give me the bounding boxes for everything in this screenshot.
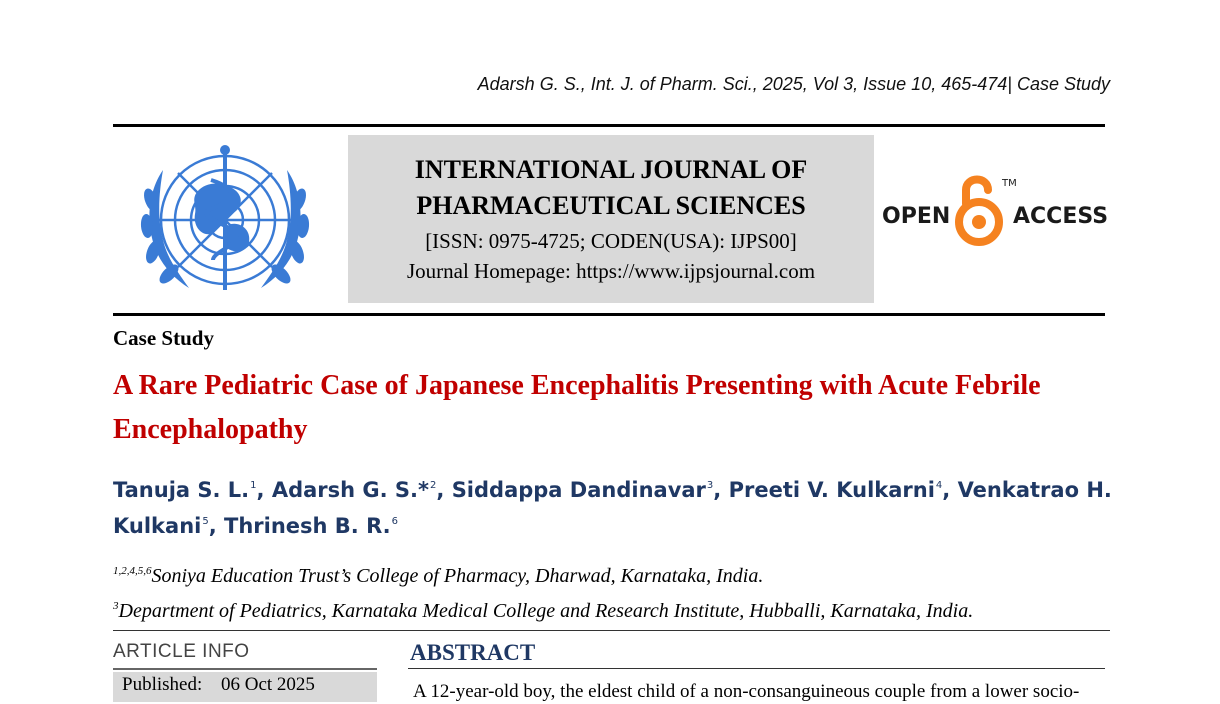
article-type: Case Study [113,326,214,350]
open-access-logo [880,166,1110,252]
author-name: Venkatrao H. Kulkani [113,478,1112,538]
section-divider [113,630,1110,631]
published-row [113,672,377,702]
author-name: Tanuja S. L. [113,478,250,502]
header-bottom-rule [113,313,1105,316]
citation-header: Adarsh G. S., Int. J. of Pharm. Sci., 2025, Vol 3, Issue 10, 465-474| Case Study [477,74,1110,94]
author-name: Thrinesh B. R. [224,514,391,538]
author-name: Preeti V. Kulkarni [728,478,935,502]
author-affiliation-mark: 5 [202,516,209,527]
affiliation-text: Department of Pediatrics, Karnataka Medical College and Research Institute, Hubballi, Karnataka, India. [118,600,974,622]
published-label: Published: [122,674,203,695]
open-access-tm: TM [1002,178,1017,189]
author-affiliation-mark: 4 [935,480,943,491]
affiliation-mark: 3 [113,600,119,612]
header-top-rule [113,124,1105,127]
journal-homepage: Journal Homepage: https://www.ijpsjournal.com [406,259,816,283]
abstract-heading: ABSTRACT [410,640,536,665]
abstract-rule [408,668,1105,669]
open-access-left-word: OPEN [882,204,951,229]
journal-identifiers: [ISSN: 0975-4725; CODEN(USA): IJPS00] [425,229,797,253]
author-name: Adarsh G. S.* [271,478,430,502]
author-list: Tanuja S. L.$^1$, Adarsh G. S.*$^2$, Siddappa Dandinavar$^3$, Preeti V. Kulkarni$^4$, Venkatrao H. Kulkani$^5$, Thrinesh B. R.$^6$ [113,478,1112,538]
article-title: A Rare Pediatric Case of Japanese Encephalitis Presenting with Acute Febrile Encephalopathy [113,370,1041,445]
author-affiliation-mark: 2 [430,480,437,491]
article-info-rule [113,668,377,670]
author-name: Siddappa Dandinavar [451,478,706,502]
journal-emblem-logo [127,140,323,306]
affiliation-line [113,591,1113,626]
journal-name: INTERNATIONAL JOURNAL OF PHARMACEUTICAL SCIENCES [414,155,808,220]
author-affiliation-mark: 1 [250,480,257,491]
published-date: 06 Oct 2025 [220,674,315,695]
affiliation-line [113,556,1113,591]
affiliation-mark: 1,2,4,5,6 [113,565,152,577]
author-affiliation-mark: 3 [706,480,714,491]
article-info-heading: ARTICLE INFO [113,641,250,662]
open-access-right-word: ACCESS [1013,204,1109,229]
affiliation-text: Soniya Education Trust’s College of Pharmacy, Dharwad, Karnataka, India. [151,565,764,587]
affiliation-list [113,556,1113,626]
abstract-text: A 12-year-old boy, the eldest child of a non-consanguineous couple from a lower socio- [413,681,1080,702]
author-affiliation-mark: 6 [391,516,399,527]
journal-masthead [348,135,874,303]
